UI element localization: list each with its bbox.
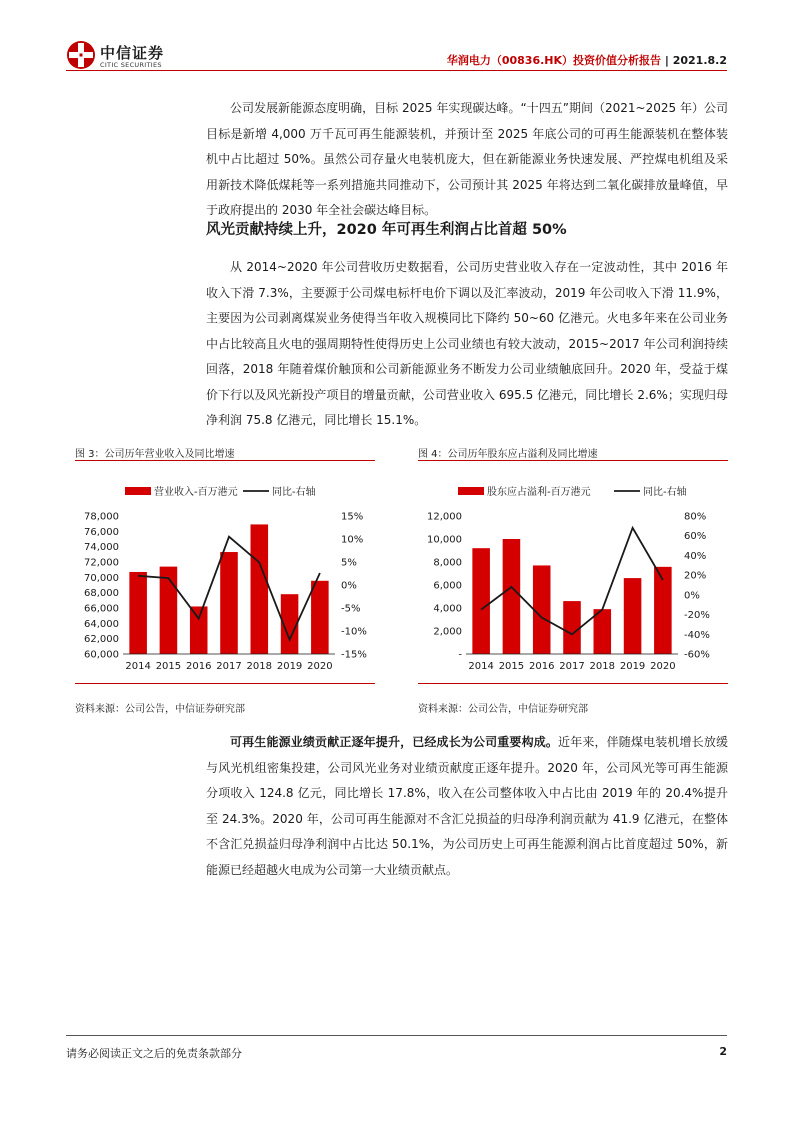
fig3-left-tick: 64,000 bbox=[84, 618, 119, 630]
fig3-category-label: 2020 bbox=[307, 661, 333, 672]
fig4-category-label: 2018 bbox=[589, 661, 616, 672]
fig4-legend-line-label: 同比-右轴 bbox=[643, 487, 687, 498]
figure-3-top-rule bbox=[75, 460, 375, 461]
fig4-bar bbox=[563, 601, 581, 654]
fig3-category-label: 2018 bbox=[246, 661, 273, 672]
fig3-left-tick: 60,000 bbox=[84, 649, 119, 661]
report-date: 2021.8.2 bbox=[672, 54, 727, 67]
fig3-right-tick: -15% bbox=[341, 649, 367, 661]
fig3-left-tick: 72,000 bbox=[84, 557, 119, 569]
paragraph-renewables bbox=[206, 730, 728, 883]
fig4-category-label: 2014 bbox=[468, 661, 494, 672]
figure-3-title: 图 3：公司历年营业收入及同比增速 bbox=[75, 449, 235, 460]
fig3-bar bbox=[311, 581, 329, 654]
fig3-right-tick: 10% bbox=[341, 534, 364, 546]
company-logo bbox=[66, 40, 186, 74]
fig4-bar bbox=[503, 539, 521, 654]
fig3-bar bbox=[190, 606, 208, 654]
fig4-legend-bar-label: 股东应占溢利-百万港元 bbox=[487, 487, 591, 498]
fig3-category-label: 2014 bbox=[125, 661, 151, 672]
fig3-right-tick: -5% bbox=[341, 603, 361, 615]
fig3-legend-bar-swatch bbox=[125, 487, 151, 495]
citic-logo-icon bbox=[66, 40, 96, 70]
fig3-legend-line-label: 同比-右轴 bbox=[272, 487, 316, 498]
figure-3-bottom-rule bbox=[75, 683, 375, 684]
fig4-bar bbox=[624, 578, 642, 654]
fig4-category-label: 2019 bbox=[619, 661, 646, 672]
fig4-bar bbox=[594, 609, 612, 654]
fig4-right-tick: 80% bbox=[684, 511, 707, 523]
fig3-legend-bar-label: 营业收入-百万港元 bbox=[154, 487, 238, 498]
fig3-category-label: 2017 bbox=[216, 661, 242, 672]
paragraph-revenue-history: 从 2014~2020 年公司营收历史数据看，公司历史营业收入存在一定波动性，其中 2016 年收入下滑 7.3%，主要源于公司煤电标杆电价下调以及汇率波动，2019 年公司收入下滑 11.9%，主要因为公司剥离煤炭业务使得当年收入规模同比下降约 50~60 亿港元。火电多年来在公司业务中占比较高且火电的强周期特性使得历史上公司业绩也有较大波动，2015~2017 年公司利润持续回落，2018 年随着煤价触顶和公司新能源业务不断发力公司业绩触底回升。2020 年，受益于煤价下行以及风光新投产项目的增量贡献，公司营业收入 695.5 亿港元，同比增长 2.6%；实现归母净利润 75.8 亿港元，同比增长 15.1%。 bbox=[206, 260, 728, 427]
logo-chinese-name: 中信证券 bbox=[100, 44, 165, 62]
figure-4-source: 资料来源：公司公告，中信证券研究部 bbox=[418, 704, 588, 715]
fig4-left-tick: 8,000 bbox=[433, 557, 462, 569]
section-heading: 风光贡献持续上升，2020 年可再生利润占比首超 50% bbox=[206, 222, 567, 238]
figure-4-bottom-rule bbox=[418, 683, 728, 684]
paragraph-renewables-lead: 可再生能源业绩贡献正逐年提升，已经成长为公司重要构成。 bbox=[230, 735, 559, 749]
fig3-left-tick: 70,000 bbox=[84, 572, 119, 584]
fig4-right-tick: -60% bbox=[684, 649, 710, 661]
paragraph-renewables-body: 近年来，伴随煤电装机增长放缓与风光机组密集投建，公司风光业务对业绩贡献度正逐年提升。2020 年，公司风光等可再生能源分项收入 124.8 亿元，同比增长 17.8%，收入在公司整体收入中占比由 2019 年的 20.4%提升至 24.3%。2020 年，公司可再生能源对不含汇兑损益的归母净利润贡献为 41.9 亿港元，在整体不含汇兑损益归母净利润中占比达 50.1%，为公司历史上可再生能源利润占比首度超过 50%，新能源已经超越火电成为公司第一大业绩贡献点。 bbox=[206, 735, 728, 877]
fig4-right-tick: -40% bbox=[684, 629, 710, 641]
logo-english-name: CITIC SECURITIES bbox=[100, 61, 162, 69]
footer-disclaimer: 请务必阅读正文之后的免责条款部分 bbox=[66, 1047, 242, 1060]
fig4-category-label: 2015 bbox=[498, 661, 525, 672]
fig4-left-tick: 2,000 bbox=[433, 626, 462, 638]
fig3-left-tick: 68,000 bbox=[84, 588, 119, 600]
figure-4-top-rule bbox=[418, 460, 728, 461]
fig4-right-tick: -20% bbox=[684, 610, 710, 622]
page-number: 2 bbox=[719, 1045, 727, 1058]
report-header bbox=[447, 52, 727, 68]
fig3-left-tick: 66,000 bbox=[84, 603, 119, 615]
fig3-category-label: 2016 bbox=[185, 661, 212, 672]
footer-divider bbox=[66, 1035, 727, 1036]
fig3-bar bbox=[251, 524, 269, 654]
header-divider bbox=[66, 70, 727, 71]
fig4-right-tick: 0% bbox=[684, 590, 700, 602]
fig3-right-tick: 0% bbox=[341, 580, 357, 592]
fig3-left-tick: 62,000 bbox=[84, 634, 119, 646]
fig3-category-label: 2015 bbox=[155, 661, 182, 672]
fig3-left-tick: 74,000 bbox=[84, 542, 119, 554]
fig4-right-tick: 60% bbox=[684, 531, 707, 543]
fig3-right-tick: -10% bbox=[341, 626, 367, 638]
figure-4-title: 图 4：公司历年股东应占溢利及同比增速 bbox=[418, 449, 598, 460]
figure-3-chart bbox=[75, 470, 375, 680]
fig4-right-tick: 20% bbox=[684, 570, 707, 582]
fig4-bar bbox=[533, 565, 551, 654]
fig3-right-tick: 15% bbox=[341, 511, 364, 523]
report-title: 华润电力（00836.HK）投资价值分析报告 bbox=[446, 54, 662, 67]
fig4-bar bbox=[472, 548, 490, 654]
fig3-bar bbox=[160, 567, 178, 654]
fig3-left-tick: 76,000 bbox=[84, 526, 119, 538]
fig4-category-label: 2020 bbox=[650, 661, 676, 672]
fig4-left-tick: 12,000 bbox=[427, 511, 462, 523]
header-separator: | bbox=[661, 54, 673, 67]
figure-4-chart bbox=[418, 470, 728, 680]
fig4-legend-bar-swatch bbox=[458, 487, 484, 495]
fig4-category-label: 2016 bbox=[528, 661, 555, 672]
fig4-left-tick: 6,000 bbox=[433, 580, 462, 592]
fig3-bar bbox=[129, 572, 147, 654]
fig4-right-tick: 40% bbox=[684, 550, 707, 562]
figure-3-source: 资料来源：公司公告，中信证券研究部 bbox=[75, 704, 245, 715]
paragraph-carbon-peak: 公司发展新能源态度明确，目标 2025 年实现碳达峰。“十四五”期间（2021~2025 年）公司目标是新增 4,000 万千瓦可再生能源装机，并预计至 2025 年底公司的可再生能源装机在整体装机中占比超过 50%。虽然公司存量火电装机庞大，但在新能源业务快速发展、严控煤电机组及采用新技术降低煤耗等一系列措施共同推动下，公司预计其 2025 年将达到二氧化碳排放量峰值，早于政府提出的 2030 年全社会碳达峰目标。 bbox=[206, 101, 728, 217]
fig3-left-tick: 78,000 bbox=[84, 511, 119, 523]
fig3-bar bbox=[220, 552, 238, 654]
fig4-left-tick: 4,000 bbox=[433, 603, 462, 615]
fig4-left-tick: 10,000 bbox=[427, 534, 462, 546]
fig4-category-label: 2017 bbox=[559, 661, 585, 672]
fig4-left-tick: - bbox=[458, 649, 462, 661]
fig3-category-label: 2019 bbox=[276, 661, 303, 672]
fig3-right-tick: 5% bbox=[341, 557, 357, 569]
